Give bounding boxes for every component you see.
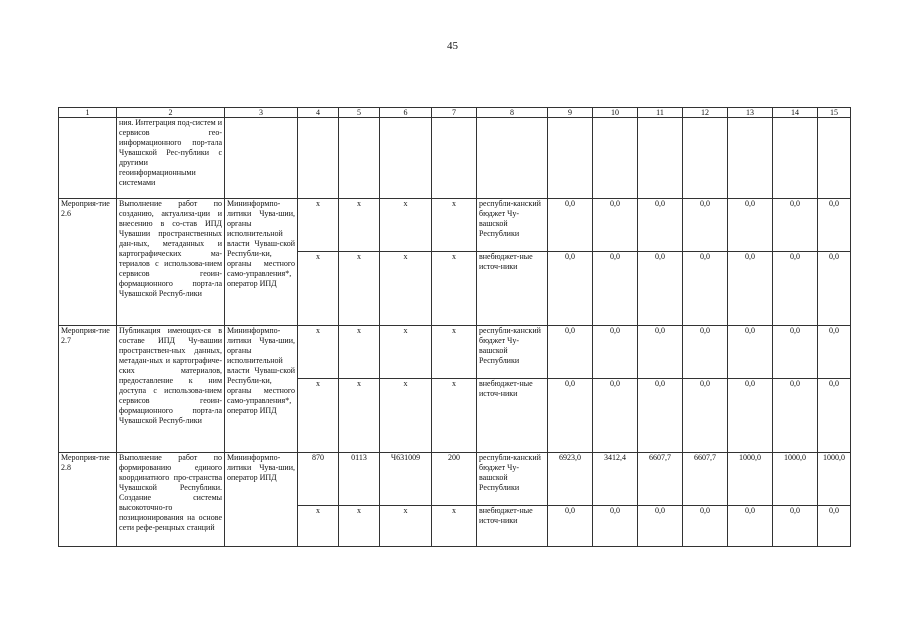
funding-value: 0,0 xyxy=(818,326,851,379)
budget-code-target: х xyxy=(380,252,432,326)
event-id: Мероприя-тие 2.6 xyxy=(59,199,117,326)
funding-value: 0,0 xyxy=(638,379,683,453)
empty-cell xyxy=(683,118,728,199)
funding-value: 0,0 xyxy=(593,199,638,252)
funding-value: 0,0 xyxy=(593,252,638,326)
funding-source: республи-канский бюджет Чу-вашской Республики xyxy=(477,199,548,252)
column-number-7: 7 xyxy=(432,108,477,118)
budget-code-section: х xyxy=(339,506,380,547)
budget-code-expense-type: х xyxy=(432,506,477,547)
funding-value: 0,0 xyxy=(728,506,773,547)
budget-code-grbs: х xyxy=(298,199,339,252)
event-executor: Мининформпо-литики Чува-шии, органы исполнительной власти Чуваш-ской Республи-ки, органы местного само-управления*, оператор ИПД xyxy=(225,326,298,453)
funding-value: 0,0 xyxy=(773,506,818,547)
funding-value: 1000,0 xyxy=(818,453,851,506)
budget-code-target: х xyxy=(380,199,432,252)
column-number-8: 8 xyxy=(477,108,548,118)
page-number: 45 xyxy=(447,40,458,52)
empty-cell xyxy=(728,118,773,199)
funding-value: 0,0 xyxy=(818,252,851,326)
budget-code-expense-type: 200 xyxy=(432,453,477,506)
column-number-12: 12 xyxy=(683,108,728,118)
budget-code-section: 0113 xyxy=(339,453,380,506)
column-number-9: 9 xyxy=(548,108,593,118)
budget-code-target: х xyxy=(380,379,432,453)
continuation-description: ния. Интеграция под-систем и сервисов гео-информационного пор-тала Чувашской Рес-публики с другими геоинформационными системами xyxy=(117,118,225,199)
budget-code-section: х xyxy=(339,379,380,453)
column-number-3: 3 xyxy=(225,108,298,118)
event-id: Мероприя-тие 2.7 xyxy=(59,326,117,453)
funding-value: 6607,7 xyxy=(683,453,728,506)
funding-value: 0,0 xyxy=(593,506,638,547)
funding-value: 0,0 xyxy=(548,252,593,326)
event-description: Выполнение работ по созданию, актуализа-ции и внесению в со-став ИПД Чувашии пространственных дан-ных, метаданных и картографических ма-териалов с использова-нием сервисов геоин-формационного порта-ла Чувашской Респуб-лики xyxy=(117,199,225,326)
funding-value: 0,0 xyxy=(593,326,638,379)
funding-value: 0,0 xyxy=(638,252,683,326)
funding-value: 1000,0 xyxy=(728,453,773,506)
column-number-6: 6 xyxy=(380,108,432,118)
funding-value: 0,0 xyxy=(548,379,593,453)
table-row xyxy=(59,453,851,506)
funding-value: 0,0 xyxy=(638,326,683,379)
funding-value: 0,0 xyxy=(728,379,773,453)
funding-value: 0,0 xyxy=(638,199,683,252)
funding-value: 6923,0 xyxy=(548,453,593,506)
funding-value: 0,0 xyxy=(683,379,728,453)
funding-value: 0,0 xyxy=(683,326,728,379)
budget-code-target: х xyxy=(380,326,432,379)
empty-cell xyxy=(593,118,638,199)
funding-value: 1000,0 xyxy=(773,453,818,506)
column-number-4: 4 xyxy=(298,108,339,118)
funding-value: 0,0 xyxy=(818,199,851,252)
column-number-14: 14 xyxy=(773,108,818,118)
empty-cell xyxy=(477,118,548,199)
funding-value: 0,0 xyxy=(773,199,818,252)
empty-cell xyxy=(638,118,683,199)
event-executor: Мининформпо-литики Чува-шии, органы исполнительной власти Чуваш-ской Республи-ки, органы местного само-управления*, оператор ИПД xyxy=(225,199,298,326)
budget-code-target: Ч631009 xyxy=(380,453,432,506)
funding-value: 0,0 xyxy=(773,326,818,379)
budget-code-grbs: х xyxy=(298,506,339,547)
event-description: Публикация имеющих-ся в составе ИПД Чу-вашии пространствен-ных данных, метадан-ных и картографиче-ских материалов, предоставление к ним доступа с использова-нием сервисов геоин-формационного порта-ла Чувашской Респуб-лики xyxy=(117,326,225,453)
column-number-2: 2 xyxy=(117,108,225,118)
empty-cell xyxy=(432,118,477,199)
budget-code-expense-type: х xyxy=(432,252,477,326)
continuation-row xyxy=(59,118,851,199)
budget-code-grbs: х xyxy=(298,252,339,326)
funding-source: внебюджет-ные источ-ники xyxy=(477,506,548,547)
column-number-5: 5 xyxy=(339,108,380,118)
funding-source: внебюджет-ные источ-ники xyxy=(477,252,548,326)
funding-value: 0,0 xyxy=(818,506,851,547)
column-number-10: 10 xyxy=(593,108,638,118)
empty-cell xyxy=(773,118,818,199)
program-activities-table xyxy=(58,107,851,547)
budget-code-grbs: 870 xyxy=(298,453,339,506)
funding-value: 6607,7 xyxy=(638,453,683,506)
funding-source: внебюджет-ные источ-ники xyxy=(477,379,548,453)
column-number-15: 15 xyxy=(818,108,851,118)
funding-value: 0,0 xyxy=(728,252,773,326)
funding-value: 0,0 xyxy=(548,199,593,252)
empty-cell xyxy=(225,118,298,199)
funding-value: 0,0 xyxy=(683,506,728,547)
event-description: Выполнение работ по формированию единого координатного про-странства Чувашской Республики. Создание системы высокоточно-го позиционирования на основе сети рефе-ренцных станций xyxy=(117,453,225,547)
funding-source: республи-канский бюджет Чу-вашской Республики xyxy=(477,326,548,379)
empty-cell xyxy=(339,118,380,199)
funding-value: 0,0 xyxy=(728,326,773,379)
table-row xyxy=(59,326,851,379)
budget-code-expense-type: х xyxy=(432,379,477,453)
funding-value: 3412,4 xyxy=(593,453,638,506)
event-cell xyxy=(59,118,117,199)
funding-value: 0,0 xyxy=(548,326,593,379)
budget-code-expense-type: х xyxy=(432,199,477,252)
funding-value: 0,0 xyxy=(548,506,593,547)
funding-value: 0,0 xyxy=(773,379,818,453)
budget-code-grbs: х xyxy=(298,326,339,379)
table-body xyxy=(59,118,851,547)
column-number-13: 13 xyxy=(728,108,773,118)
empty-cell xyxy=(380,118,432,199)
column-number-1: 1 xyxy=(59,108,117,118)
event-executor: Мининформпо-литики Чува-шии, оператор ИПД xyxy=(225,453,298,547)
funding-value: 0,0 xyxy=(773,252,818,326)
budget-code-section: х xyxy=(339,252,380,326)
budget-code-grbs: х xyxy=(298,379,339,453)
empty-cell xyxy=(818,118,851,199)
funding-value: 0,0 xyxy=(593,379,638,453)
empty-cell xyxy=(548,118,593,199)
budget-code-target: х xyxy=(380,506,432,547)
funding-value: 0,0 xyxy=(728,199,773,252)
event-id: Мероприя-тие 2.8 xyxy=(59,453,117,547)
funding-source: республи-канский бюджет Чу-вашской Республики xyxy=(477,453,548,506)
column-number-11: 11 xyxy=(638,108,683,118)
budget-code-section: х xyxy=(339,199,380,252)
funding-value: 0,0 xyxy=(683,252,728,326)
funding-value: 0,0 xyxy=(818,379,851,453)
funding-value: 0,0 xyxy=(683,199,728,252)
budget-code-section: х xyxy=(339,326,380,379)
table-row xyxy=(59,199,851,252)
column-number-row xyxy=(59,108,851,118)
empty-cell xyxy=(298,118,339,199)
budget-code-expense-type: х xyxy=(432,326,477,379)
funding-value: 0,0 xyxy=(638,506,683,547)
